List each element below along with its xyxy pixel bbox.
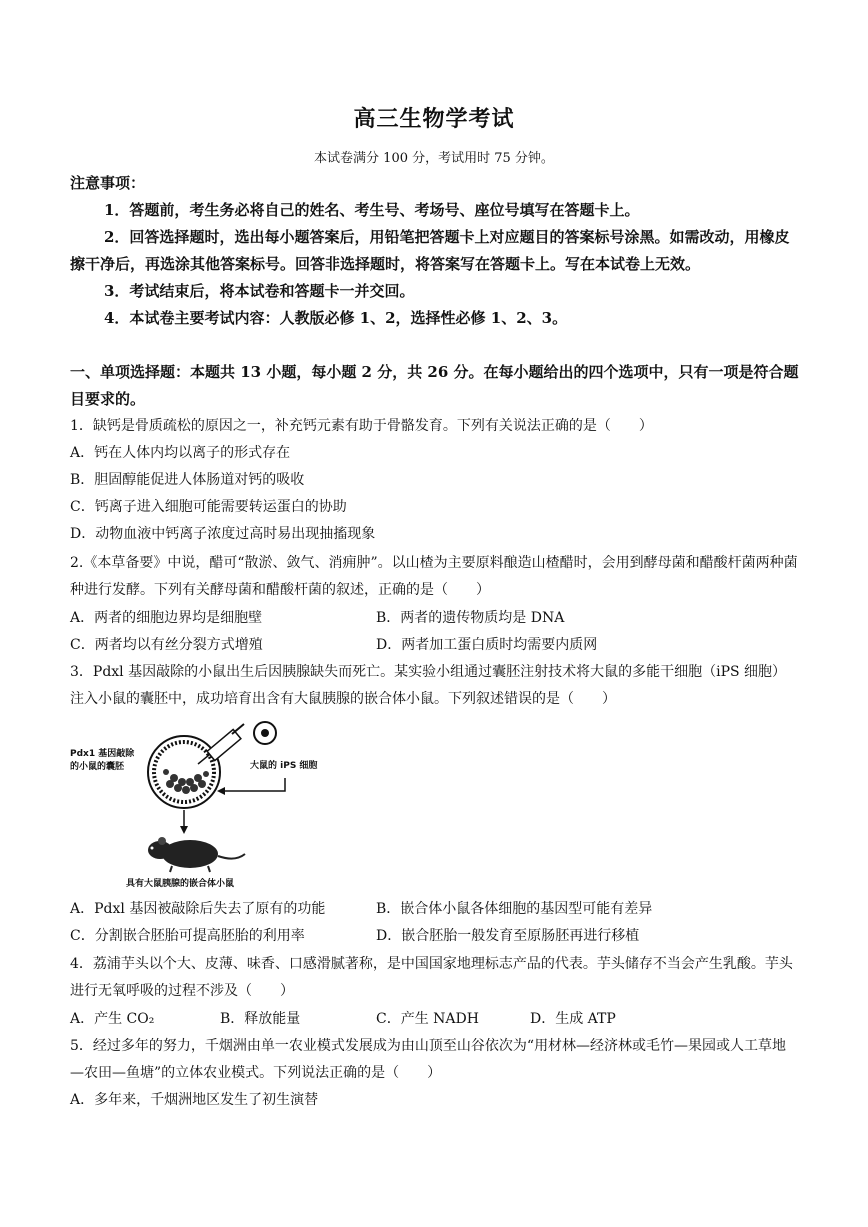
question-4-options — [70, 1006, 800, 1033]
option-b: B．释放能量 — [220, 1011, 301, 1027]
question-3-stem: 3．Pdxl 基因敲除的小鼠出生后因胰腺缺失而死亡。某实验小组通过囊胚注射技术将大鼠的多能干细胞（iPS 细胞）注入小鼠的囊胚中，成功培育出含有大鼠胰腺的嵌合体小鼠。下列叙述错误的是（ ） — [70, 664, 787, 707]
blastocyst-icon — [148, 736, 220, 808]
arrow-down-icon — [180, 810, 188, 834]
question-1 — [70, 413, 800, 548]
question-4-stem: 4．荔浦芋头以个大、皮薄、味香、口感滑腻著称，是中国国家地理标志产品的代表。芋头储存不当会产生乳酸。芋头进行无氧呼吸的过程不涉及（ ） — [70, 956, 793, 999]
option-a: A．钙在人体内均以离子的形式存在 — [70, 445, 291, 461]
ips-cell-label: 大鼠的 iPS 细胞 — [250, 761, 318, 771]
option-d: D．动物血液中钙离子浓度过高时易出现抽搐现象 — [70, 526, 376, 542]
option-d: D．两者加工蛋白质时均需要内质网 — [376, 637, 598, 653]
question-stem: 1．缺钙是骨质疏松的原因之一，补充钙元素有助于骨骼发育。下列有关说法正确的是（ ） — [70, 418, 653, 434]
blastocyst-label-line-1: Pdx1 基因敲除 — [70, 749, 135, 759]
option-b: B．嵌合体小鼠各体细胞的基因型可能有差异 — [376, 901, 653, 917]
chimera-mouse-figure — [60, 716, 370, 891]
option-d: D．嵌合胚胎一般发育至原肠胚再进行移植 — [376, 928, 640, 944]
option-d: D．生成 ATP — [530, 1011, 616, 1027]
option-a: A．多年来，千烟洲地区发生了初生演替 — [70, 1092, 319, 1108]
question-5 — [70, 1033, 800, 1114]
option-b: B．两者的遗传物质均是 DNA — [376, 610, 565, 626]
option-c: C．两者均以有丝分裂方式增殖 — [70, 637, 263, 653]
notice-item: 2．回答选择题时，选出每小题答案后，用铅笔把答题卡上对应题目的答案标号涂黑。如需改动，用橡皮擦干净后，再选涂其他答案标号。回答非选择题时，将答案写在答题卡上。写在本试卷上无效。 — [70, 228, 790, 273]
mouse-icon — [148, 837, 245, 872]
option-a: A．两者的细胞边界均是细胞壁 — [70, 610, 263, 626]
question-stem: 5．经过多年的努力，千烟洲由单一农业模式发展成为由山顶至山谷依次为“用材林—经济林或毛竹—果园或人工草地—农田—鱼塘”的立体农业模式。下列说法正确的是（ ） — [70, 1038, 787, 1081]
notice-item: 1．答题前，考生务必将自己的姓名、考生号、考场号、座位号填写在答题卡上。 — [104, 201, 640, 219]
question-2-options-row-1 — [70, 605, 800, 632]
option-b: B．胆固醇能促进人体肠道对钙的吸收 — [70, 472, 305, 488]
notice-item: 4．本试卷主要考试内容：人教版必修 1、2，选择性必修 1、2、3。 — [104, 309, 568, 327]
option-c: C．分割嵌合胚胎可提高胚胎的利用率 — [70, 928, 305, 944]
section-heading: 一、单项选择题：本题共 13 小题，每小题 2 分，共 26 分。在每小题给出的四个选项中，只有一项是符合题目要求的。 — [70, 363, 799, 408]
ips-cell-icon — [254, 722, 276, 744]
blastocyst-label-line-2: 的小鼠的囊胚 — [70, 762, 125, 772]
question-2-options-row-2 — [70, 632, 800, 659]
option-c: C．钙离子进入细胞可能需要转运蛋白的协助 — [70, 499, 347, 515]
notice-list — [70, 197, 800, 332]
notice-item: 3．考试结束后，将本试卷和答题卡一并交回。 — [104, 282, 415, 300]
question-3-options-row-2 — [70, 923, 800, 950]
option-a: A．产生 CO₂ — [70, 1011, 155, 1027]
exam-title: 高三生物学考试 — [353, 106, 515, 132]
notice-heading: 注意事项： — [70, 174, 146, 192]
question-2-stem: 2.《本草备要》中说，醋可“散淤、敛气、消痈肿”。以山楂为主要原料酿造山楂醋时，会用到酵母菌和醋酸杆菌两种菌种进行发酵。下列有关酵母菌和醋酸杆菌的叙述，正确的是（ ） — [70, 555, 798, 598]
exam-subtitle: 本试卷满分 100 分，考试用时 75 分钟。 — [314, 151, 554, 166]
option-c: C．产生 NADH — [376, 1011, 479, 1027]
mouse-label: 具有大鼠胰腺的嵌合体小鼠 — [126, 879, 235, 889]
arrow-left-icon — [217, 778, 285, 795]
option-a: A．Pdxl 基因被敲除后失去了原有的功能 — [70, 901, 326, 917]
question-3-options-row-1 — [70, 896, 800, 923]
